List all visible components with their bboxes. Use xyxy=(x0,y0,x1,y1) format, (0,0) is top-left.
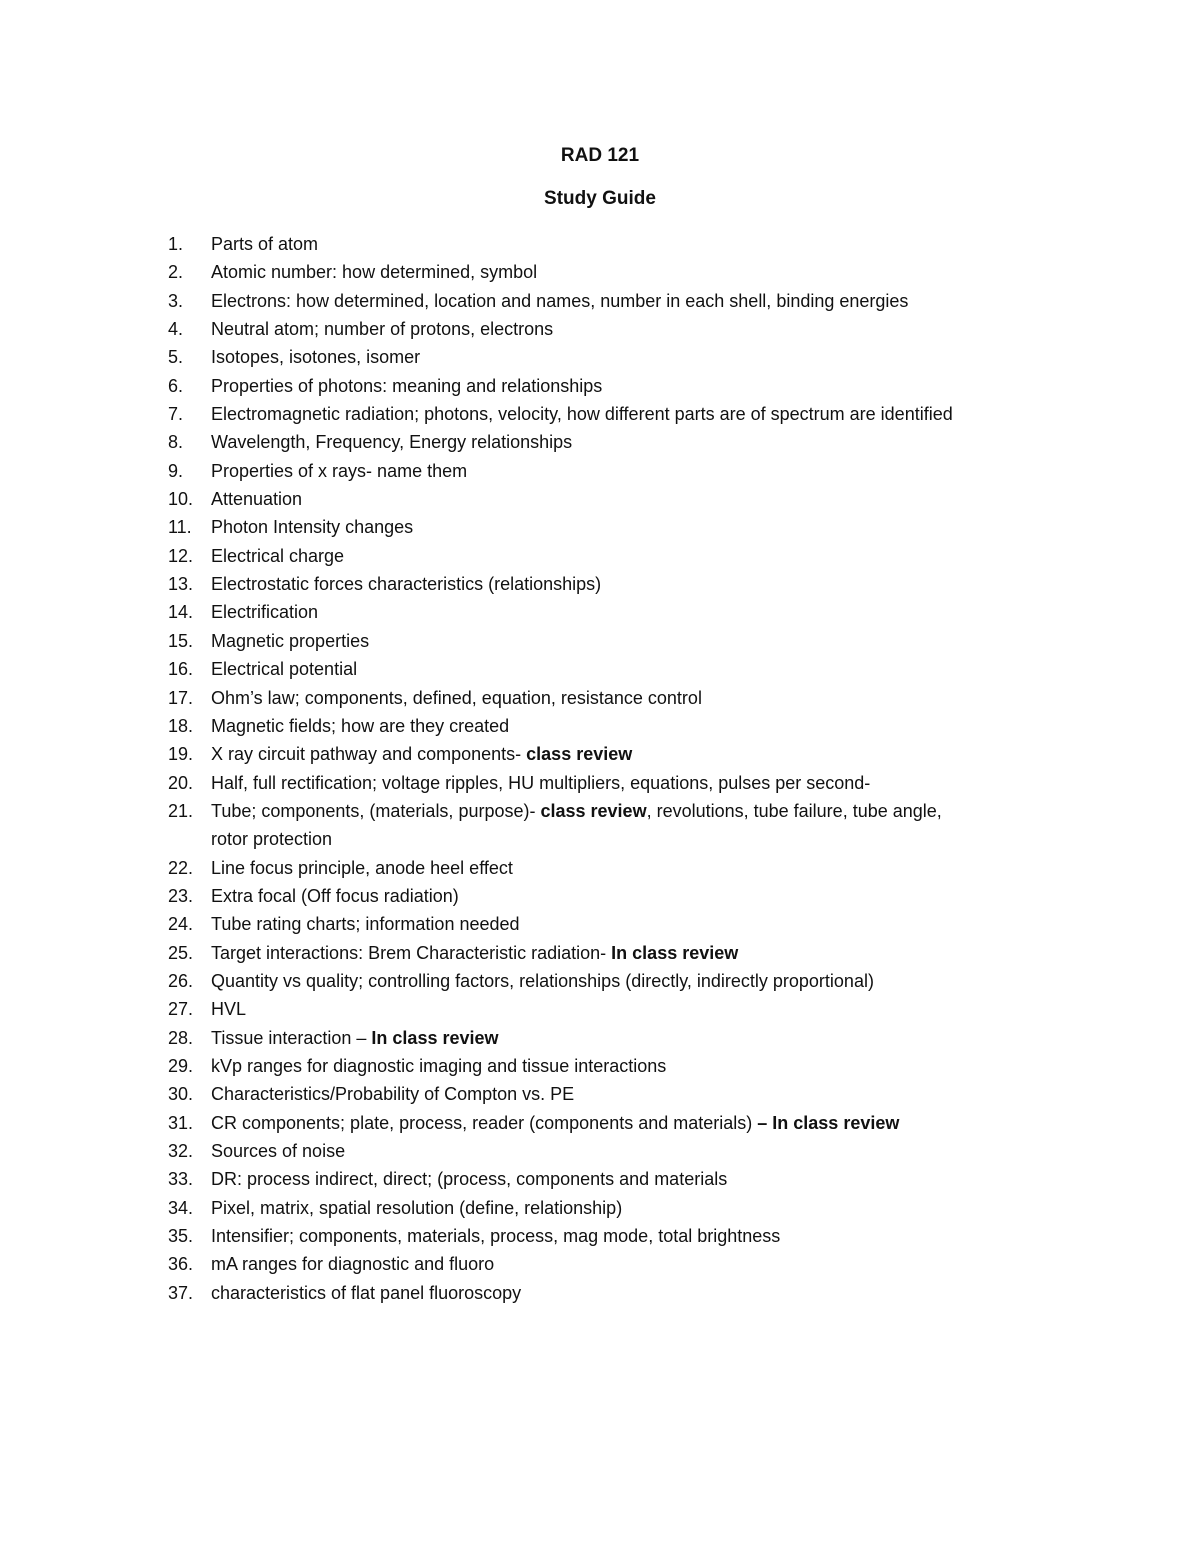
item-text: kVp ranges for diagnostic imaging and tissue interactions xyxy=(211,1055,667,1076)
item-text: Tissue interaction – xyxy=(211,1027,372,1048)
list-item xyxy=(168,995,1068,1023)
item-number: 33. xyxy=(168,1169,194,1190)
item-text: DR: process indirect, direct; (process, components and materials xyxy=(211,1169,728,1190)
item-number: 37. xyxy=(168,1282,194,1303)
item-text: Electrostatic forces characteristics (relationships) xyxy=(211,574,602,595)
list-item xyxy=(168,910,1068,938)
item-text: Electrification xyxy=(211,602,319,623)
item-text-continuation: rotor protection xyxy=(211,829,333,850)
list-item xyxy=(168,797,1068,854)
item-text: Parts of atom xyxy=(211,234,319,254)
document-title: RAD 121 xyxy=(560,145,640,166)
item-number: 36. xyxy=(168,1254,194,1275)
list-item xyxy=(168,1052,1068,1080)
list-item xyxy=(168,315,1068,343)
item-emphasis: class review xyxy=(526,744,633,765)
list-item xyxy=(168,1024,1068,1052)
item-text: Line focus principle, anode heel effect xyxy=(211,857,513,878)
list-item xyxy=(168,287,1068,315)
list-item xyxy=(168,882,1068,910)
item-emphasis: In class review xyxy=(371,1027,499,1048)
list-item xyxy=(168,684,1068,712)
list-item xyxy=(168,513,1068,541)
item-number: 9. xyxy=(168,460,184,481)
item-text: characteristics of flat panel fluoroscopy xyxy=(211,1282,522,1303)
item-number: 7. xyxy=(168,404,184,425)
list-item xyxy=(168,712,1068,740)
item-number: 30. xyxy=(168,1084,194,1105)
document-subtitle: Study Guide xyxy=(544,188,656,209)
list-item xyxy=(168,1194,1068,1222)
item-number: 27. xyxy=(168,999,194,1020)
item-text: CR components; plate, process, reader (components and materials) xyxy=(211,1112,758,1133)
item-text: Electromagnetic radiation; photons, velocity, how different parts are of spectrum are identified xyxy=(211,404,953,425)
item-text: Quantity vs quality; controlling factors, relationships (directly, indirectly proportional) xyxy=(211,970,874,991)
item-emphasis: In class review xyxy=(611,942,739,963)
item-text: Magnetic properties xyxy=(211,630,370,651)
item-text: Tube rating charts; information needed xyxy=(211,914,520,935)
item-number: 14. xyxy=(168,602,194,623)
item-text: Photon Intensity changes xyxy=(211,517,414,538)
item-number: 20. xyxy=(168,772,194,793)
item-text: mA ranges for diagnostic and fluoro xyxy=(211,1254,495,1275)
item-number: 25. xyxy=(168,942,194,963)
item-number: 5. xyxy=(168,347,184,368)
item-number: 32. xyxy=(168,1141,194,1161)
item-number: 19. xyxy=(168,744,194,765)
item-number: 10. xyxy=(168,489,194,510)
item-text: HVL xyxy=(211,999,247,1020)
item-number: 28. xyxy=(168,1027,194,1048)
item-number: 12. xyxy=(168,545,194,566)
item-text: Properties of x rays- name them xyxy=(211,460,468,481)
item-number: 6. xyxy=(168,375,184,396)
list-item xyxy=(168,258,1068,286)
item-text: Extra focal (Off focus radiation) xyxy=(211,885,459,906)
item-number: 15. xyxy=(168,630,194,651)
item-number: 11. xyxy=(168,517,192,538)
item-text: Electrical charge xyxy=(211,545,345,566)
item-text: Target interactions: Brem Characteristic radiation- xyxy=(211,942,612,963)
item-number: 31. xyxy=(168,1112,194,1133)
item-text: Ohm’s law; components, defined, equation, resistance control xyxy=(211,687,702,708)
list-item xyxy=(168,655,1068,683)
item-number: 21. xyxy=(168,800,194,821)
list-item xyxy=(168,343,1068,371)
item-text: Isotopes, isotones, isomer xyxy=(211,347,421,368)
item-number: 23. xyxy=(168,885,194,906)
item-text: Wavelength, Frequency, Energy relationships xyxy=(211,432,573,453)
list-item xyxy=(168,854,1068,882)
list-item xyxy=(168,740,1068,768)
list-item xyxy=(168,1109,1068,1137)
item-text: Intensifier; components, materials, process, mag mode, total brightness xyxy=(211,1226,781,1247)
item-number: 26. xyxy=(168,970,194,991)
item-number: 3. xyxy=(168,290,184,311)
list-item xyxy=(168,428,1068,456)
item-emphasis: class review xyxy=(540,800,647,821)
item-text: Properties of photons: meaning and relationships xyxy=(211,375,603,396)
item-text: Magnetic fields; how are they created xyxy=(211,715,510,736)
item-text-after: , revolutions, tube failure, tube angle, xyxy=(646,800,942,821)
list-item xyxy=(168,1250,1068,1278)
study-guide-list xyxy=(168,230,1068,1307)
list-item xyxy=(168,1080,1068,1108)
item-number: 24. xyxy=(168,914,194,935)
item-text: Neutral atom; number of protons, electrons xyxy=(211,319,554,340)
list-item xyxy=(168,598,1068,626)
list-item xyxy=(168,542,1068,570)
list-item xyxy=(168,400,1068,428)
item-number: 8. xyxy=(168,432,184,453)
item-number: 1. xyxy=(168,234,184,254)
list-item xyxy=(168,457,1068,485)
list-item xyxy=(168,1137,1068,1165)
list-item xyxy=(168,1165,1068,1193)
item-number: 29. xyxy=(168,1055,194,1076)
item-text: Sources of noise xyxy=(211,1141,346,1161)
item-text: Pixel, matrix, spatial resolution (define, relationship) xyxy=(211,1197,623,1218)
item-emphasis: – In class review xyxy=(757,1112,900,1133)
list-item xyxy=(168,1279,1068,1307)
list-item xyxy=(168,939,1068,967)
list-item xyxy=(168,769,1068,797)
item-number: 13. xyxy=(168,574,194,595)
item-text: X ray circuit pathway and components- xyxy=(211,744,527,765)
item-text: Electrical potential xyxy=(211,659,358,680)
item-number: 16. xyxy=(168,659,194,680)
item-number: 35. xyxy=(168,1226,194,1247)
item-number: 4. xyxy=(168,319,184,340)
list-item xyxy=(168,570,1068,598)
item-number: 22. xyxy=(168,857,194,878)
list-item xyxy=(168,627,1068,655)
list-item xyxy=(168,372,1068,400)
item-number: 34. xyxy=(168,1197,194,1218)
item-text: Half, full rectification; voltage ripples, HU multipliers, equations, pulses per second- xyxy=(211,772,871,793)
list-item xyxy=(168,485,1068,513)
item-text: Characteristics/Probability of Compton vs. PE xyxy=(211,1084,575,1105)
item-text: Attenuation xyxy=(211,489,303,510)
list-item xyxy=(168,230,1068,258)
list-item xyxy=(168,1222,1068,1250)
list-item xyxy=(168,967,1068,995)
item-text: Atomic number: how determined, symbol xyxy=(211,262,538,283)
item-number: 2. xyxy=(168,262,184,283)
item-text: Electrons: how determined, location and names, number in each shell, binding energies xyxy=(211,290,909,311)
item-text: Tube; components, (materials, purpose)- xyxy=(211,800,541,821)
item-number: 17. xyxy=(168,687,194,708)
item-number: 18. xyxy=(168,715,194,736)
